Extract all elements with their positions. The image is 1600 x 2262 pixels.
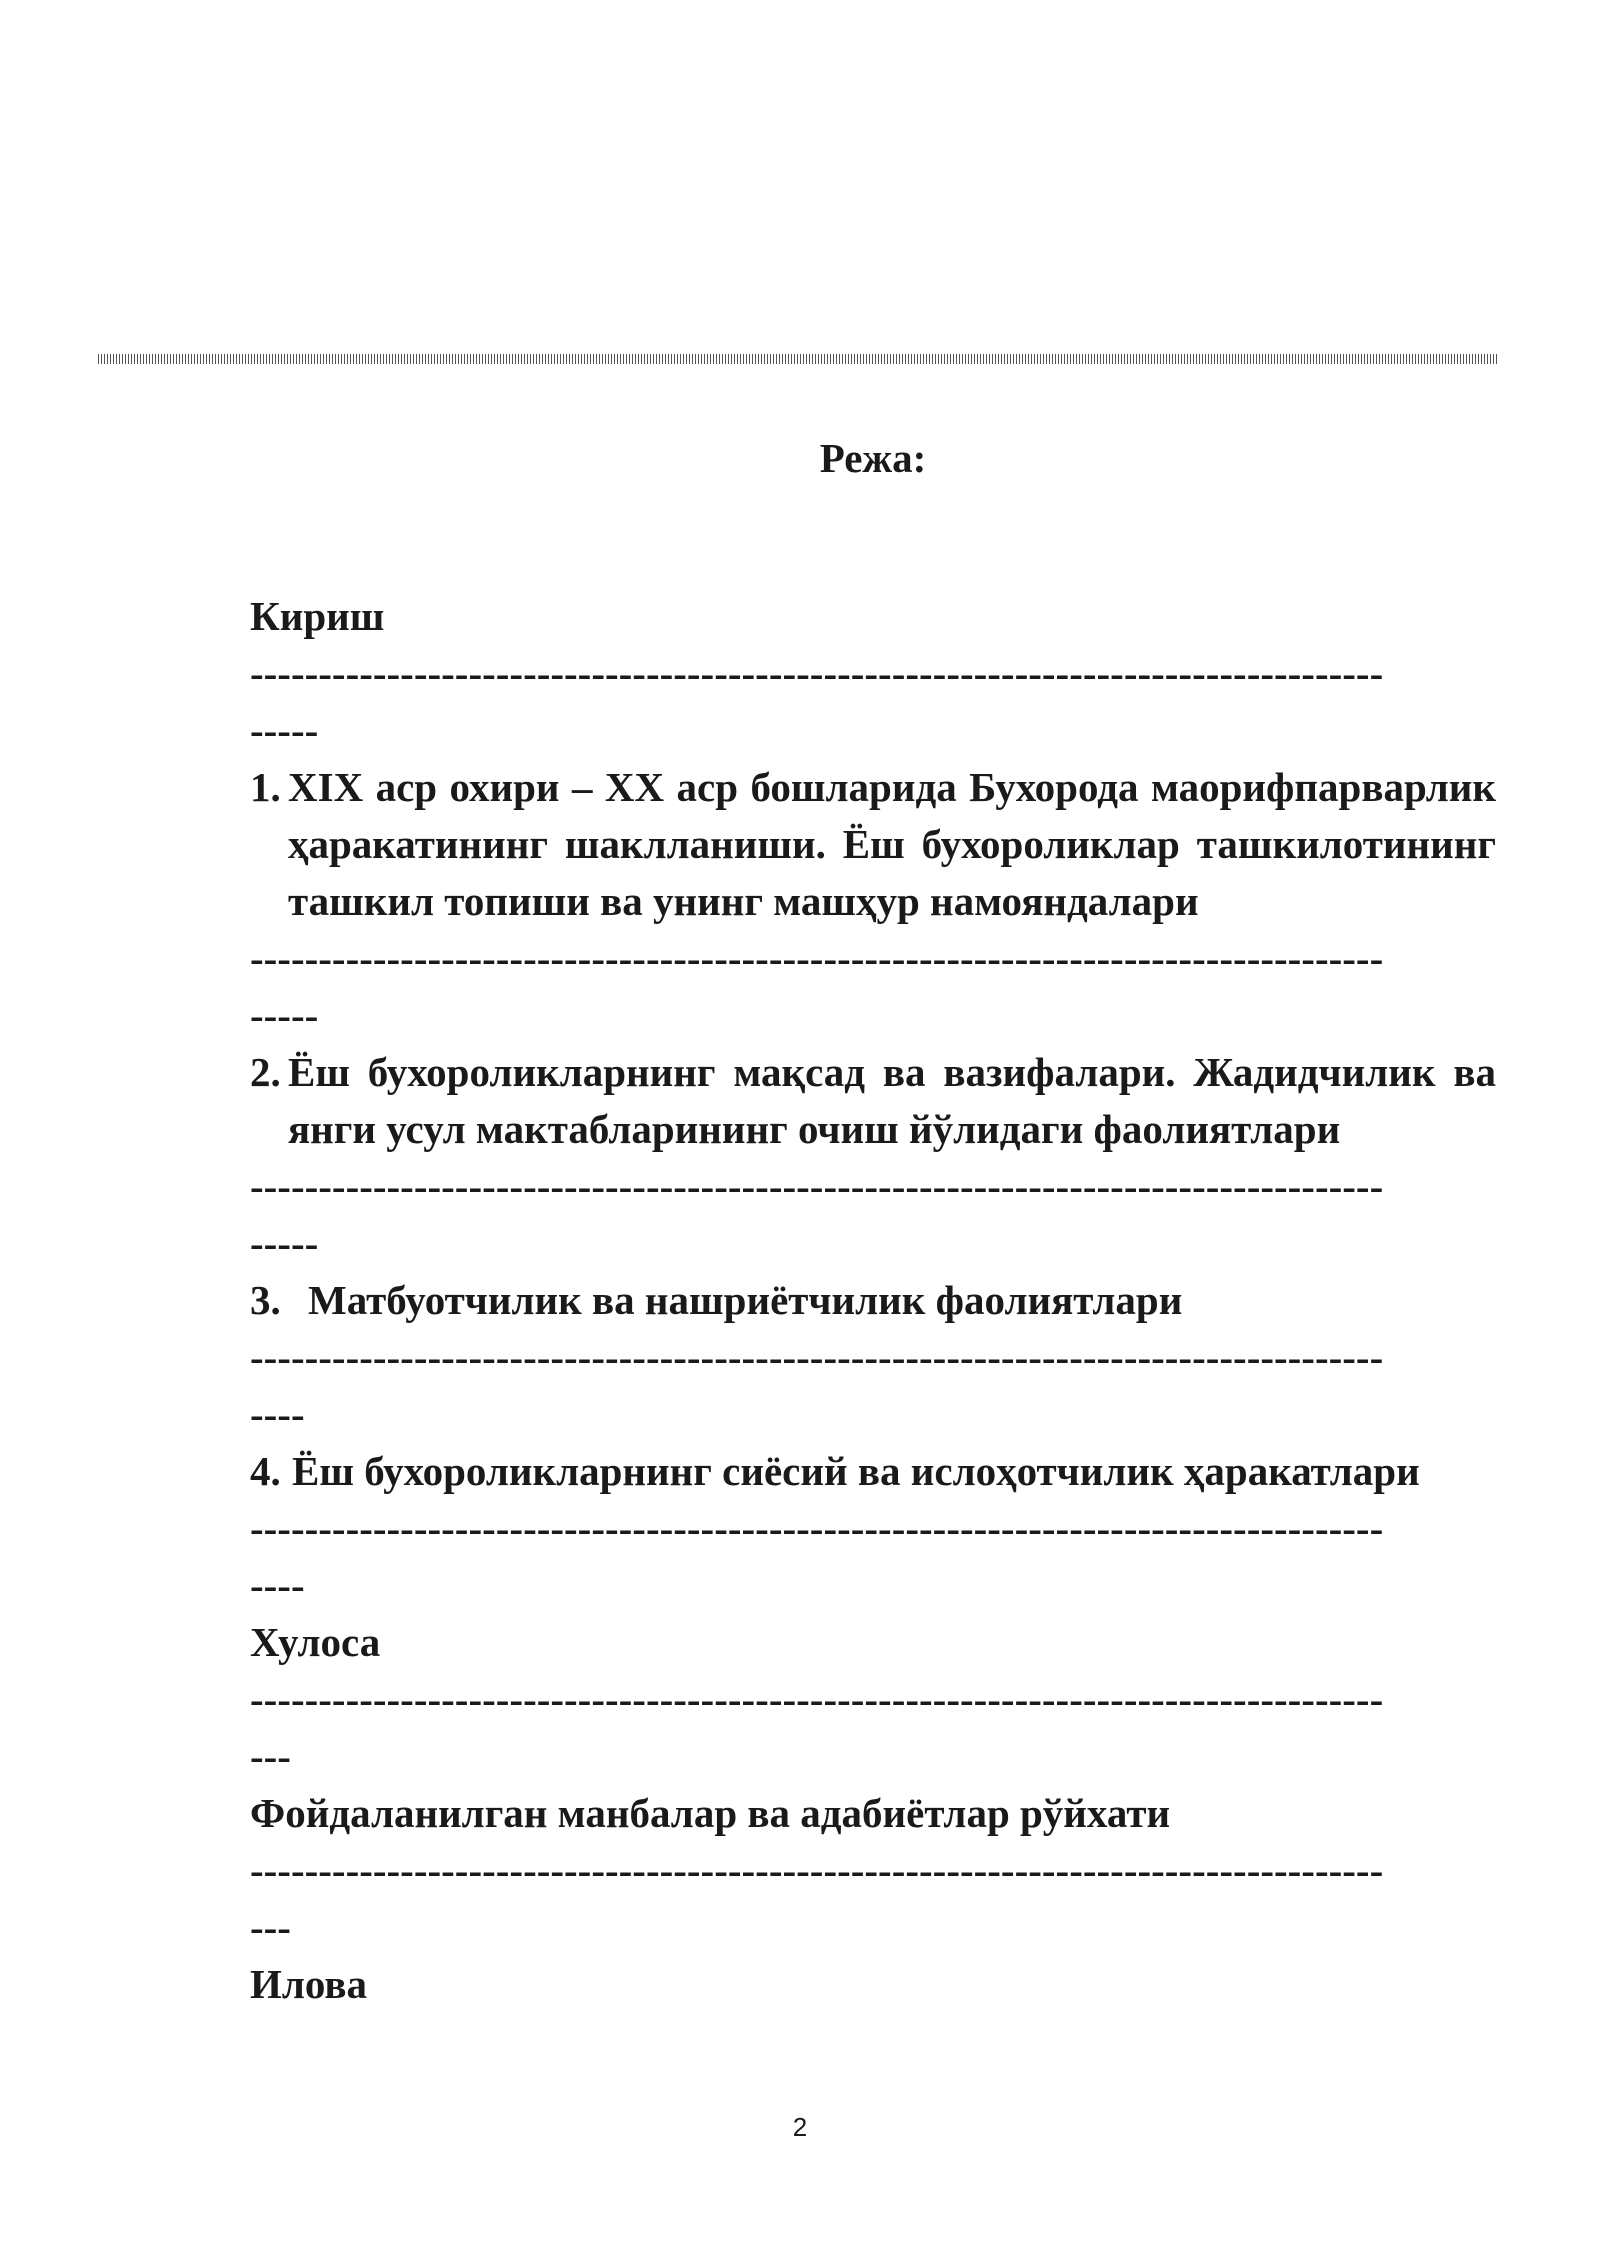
toc-item-2 xyxy=(250,1044,1496,1158)
dotted-leader: ----------------------------------------------------------------------------------- xyxy=(250,650,1384,696)
header-dotted-rule xyxy=(98,354,1498,364)
toc-appendix: Илова xyxy=(250,1961,368,2007)
dotted-leader: ----------------------------------------------------------------------------------- xyxy=(250,1163,1384,1209)
toc-item-text: Матбуотчилик ва нашриётчилик фаолиятлари xyxy=(308,1277,1183,1323)
toc-item-1 xyxy=(250,759,1496,930)
toc-introduction: Кириш xyxy=(250,593,385,639)
dotted-leader-tail: ---- xyxy=(250,1391,305,1437)
dotted-leader-tail: --- xyxy=(250,1904,291,1950)
dotted-leader-tail: ----- xyxy=(250,992,319,1038)
dotted-leader: ----------------------------------------------------------------------------------- xyxy=(250,1334,1384,1380)
toc-conclusion: Хулоса xyxy=(250,1619,381,1665)
toc-item-text: Ёш бухороликларнинг мақсад ва вазифалари. Жадидчилик ва янги усул мактабларининг очиш йўлидаги фаолиятлари xyxy=(288,1049,1496,1152)
dotted-leader-tail: --- xyxy=(250,1733,291,1779)
dotted-leader-tail: ----- xyxy=(250,707,319,753)
dotted-leader-tail: ----- xyxy=(250,1220,319,1266)
table-of-contents xyxy=(250,430,1496,2013)
page-number: 2 xyxy=(792,2112,808,2142)
toc-item-number: 4. xyxy=(250,1448,281,1494)
toc-item-3 xyxy=(250,1272,1496,1329)
dotted-leader: ----------------------------------------------------------------------------------- xyxy=(250,1505,1384,1551)
toc-item-4 xyxy=(250,1443,1496,1500)
toc-item-number: 1. xyxy=(250,764,281,810)
toc-references: Фойдаланилган манбалар ва адабиётлар рўйхати xyxy=(250,1790,1171,1836)
page-title: Режа: xyxy=(819,435,927,481)
toc-item-text: Ёш бухороликларнинг сиёсий ва ислоҳотчилик ҳаракатлари xyxy=(292,1448,1420,1494)
toc-item-number: 2. xyxy=(250,1049,281,1095)
dotted-leader: ----------------------------------------------------------------------------------- xyxy=(250,1847,1384,1893)
toc-item-text: XIX аср охири – XX аср бошларида Бухорода маорифпарварлик ҳаракатининг шаклланиши. Ёш бухороликлар ташкилотининг ташкил топиши ва унинг машҳур намояндалари xyxy=(288,764,1496,924)
dotted-leader: ----------------------------------------------------------------------------------- xyxy=(250,935,1384,981)
dotted-leader: ----------------------------------------------------------------------------------- xyxy=(250,1676,1384,1722)
dotted-leader-tail: ---- xyxy=(250,1562,305,1608)
toc-item-number: 3. xyxy=(250,1277,281,1323)
